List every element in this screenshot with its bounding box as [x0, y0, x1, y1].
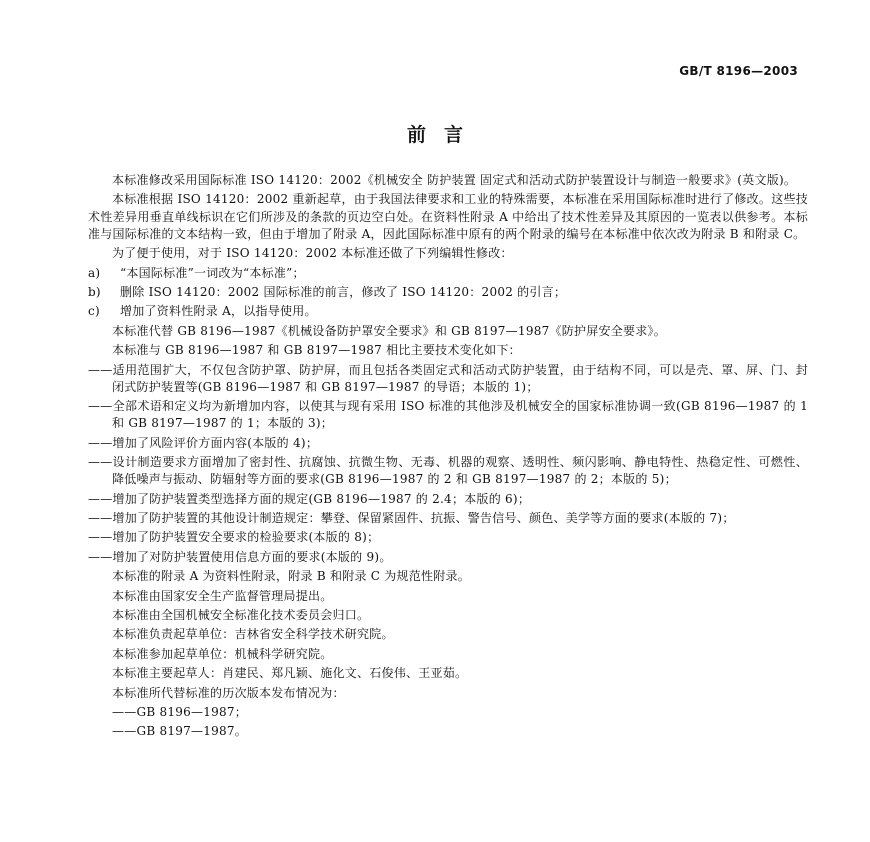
list-item-label: c)	[88, 304, 100, 319]
change-item: ——设计制造要求方面增加了密封性、抗腐蚀、抗微生物、无毒、机器的观察、透明性、频闪影响、静电特性、热稳定性、可燃性、降低噪声与振动、防辐射等方面的要求(GB 8196—1987 的 2 和 GB 8197—1987 的 2；本版的 5)；	[88, 455, 808, 487]
paragraph-adoption: 本标准修改采用国际标准 ISO 14120：2002《机械安全 防护装置 固定式和活动式防护装置设计与制造一般要求》(英文版)。	[112, 173, 797, 187]
change-item: ——全部术语和定义均为新增加内容，以使其与现有采用 ISO 标准的其他涉及机械安全的国家标准协调一致(GB 8196—1987 的 1 和 GB 8197—1987 的 1；本版的 3)；	[88, 399, 808, 431]
change-item: ——增加了对防护装置使用信息方面的要求(本版的 9)。	[88, 549, 392, 564]
paragraph-editorial-intro: 为了便于使用，对于 ISO 14120：2002 本标准还做了下列编辑性修改：	[112, 246, 513, 261]
paragraph-changes-intro: 本标准与 GB 8196—1987 和 GB 8197—1987 相比主要技术变化如下：	[112, 343, 521, 358]
paragraph-drafting-unit: 本标准负责起草单位：吉林省安全科学技术研究院。	[112, 627, 394, 642]
list-item-text: 删除 ISO 14120：2002 国际标准的前言，修改了 ISO 14120：2002 的引言；	[120, 284, 567, 299]
change-item: ——适用范围扩大，不仅包含防护罩、防护屏，而且包括各类固定式和活动式防护装置，由于结构不同，可以是壳、罩、屏、门、封闭式防护装置等(GB 8196—1987 和 GB 8197—1987 的导语；本版的 1)；	[88, 362, 808, 394]
change-item: ——增加了防护装置安全要求的检验要求(本版的 8)；	[88, 530, 380, 545]
paragraph-centralized-by: 本标准由全国机械安全标准化技术委员会归口。	[112, 608, 370, 623]
paragraph-proposed-by: 本标准由国家安全生产监督管理局提出。	[112, 588, 333, 603]
paragraph-history-intro: 本标准所代替标准的历次版本发布情况为：	[112, 685, 345, 700]
page-title: 前言	[406, 124, 481, 146]
paragraph-drafting-basis: 本标准根据 ISO 14120：2002 重新起草，由于我国法律要求和工业的特殊需要，本标准在采用国际标准时进行了修改。这些技术性差异用垂直单线标识在它们所涉及的条款的页边空白处。在资料性附录 A 中给出了技术性差异及其原因的一览表以供参考。本标准与国际标准的文本结构一致，但由于增加了附录 A，因此国际标准中原有的两个附录的编号在本标准中依次改为附录 B 和附录 C。	[88, 192, 808, 241]
paragraph-replaces: 本标准代替 GB 8196—1987《机械设备防护罩安全要求》和 GB 8197—1987《防护屏安全要求》。	[112, 323, 666, 338]
change-item: ——增加了风险评价方面内容(本版的 4)；	[88, 435, 319, 450]
change-item: ——增加了防护装置的其他设计制造规定：攀登、保留紧固件、抗振、警告信号、颜色、美学等方面的要求(本版的 7)；	[88, 511, 735, 526]
list-item-text: “本国际标准”一词改为“本标准”；	[120, 265, 305, 280]
history-item: ——GB 8197—1987。	[112, 724, 248, 739]
foreword-body	[88, 172, 808, 743]
list-item-text: 增加了资料性附录 A，以指导使用。	[120, 304, 317, 319]
list-item	[88, 284, 808, 301]
list-item	[88, 303, 808, 320]
paragraph-annexes: 本标准的附录 A 为资料性附录，附录 B 和附录 C 为规范性附录。	[112, 569, 471, 584]
history-item: ——GB 8196—1987；	[112, 705, 248, 719]
paragraph-participating-unit: 本标准参加起草单位：机械科学研究院。	[112, 646, 333, 661]
list-item	[88, 265, 808, 282]
change-item: ——增加了防护装置类型选择方面的规定(GB 8196—1987 的 2.4；本版的 6)；	[88, 491, 531, 506]
paragraph-drafters: 本标准主要起草人：肖建民、郑凡颖、施化文、石俊伟、王亚茹。	[112, 666, 468, 681]
list-item-label: a)	[88, 265, 101, 280]
document-code: GB/T 8196—2003	[679, 64, 798, 78]
list-item-label: b)	[88, 284, 101, 299]
